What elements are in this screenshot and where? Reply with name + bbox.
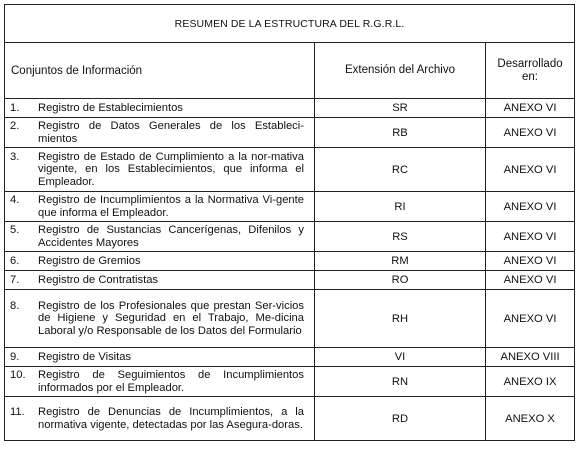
row-description: Registro de Estado de Cumplimiento a la nor-mativa vigente, en los Establecimientos, que informa el Empleador. bbox=[38, 151, 304, 188]
table-row bbox=[5, 271, 575, 290]
row-annex: ANEXO VI bbox=[486, 118, 575, 148]
row-annex: ANEXO VI bbox=[486, 271, 575, 290]
row-annex: ANEXO VI bbox=[486, 222, 575, 252]
row-description: Registro de Datos Generales de los Estableci-mientos bbox=[38, 120, 304, 145]
table-row bbox=[5, 348, 575, 367]
table-header-row bbox=[5, 43, 575, 99]
row-extension: RH bbox=[315, 290, 486, 348]
table-row bbox=[5, 252, 575, 271]
row-extension: SR bbox=[315, 99, 486, 118]
header-desarrollado bbox=[486, 43, 575, 99]
row-description: Registro de los Profesionales que prestan Ser-vicios de Higiene y Seguridad en el Trabajo, Me-dicina Laboral y/o Responsable de los Datos del Formulario bbox=[38, 300, 304, 337]
header-extension: Extensión del Archivo bbox=[315, 43, 486, 99]
table-row bbox=[5, 367, 575, 397]
row-number: 9. bbox=[10, 350, 20, 363]
row-description: Registro de Seguimientos de Incumplimientos informados por el Empleador. bbox=[38, 369, 304, 394]
row-annex: ANEXO VI bbox=[486, 192, 575, 222]
rgrl-structure-table bbox=[4, 4, 575, 441]
row-description: Registro de Denuncias de Incumplimientos, a la normativa vigente, detectadas por las Asegura-doras. bbox=[38, 406, 304, 431]
table-row bbox=[5, 99, 575, 118]
row-number: 1. bbox=[10, 101, 20, 114]
row-number: 3. bbox=[10, 151, 20, 164]
row-annex: ANEXO VI bbox=[486, 99, 575, 118]
row-annex: ANEXO VIII bbox=[486, 348, 575, 367]
row-annex: ANEXO VI bbox=[486, 148, 575, 192]
row-annex: ANEXO X bbox=[486, 397, 575, 441]
table-row bbox=[5, 222, 575, 252]
row-annex: ANEXO VI bbox=[486, 290, 575, 348]
header-desarrollado-line2: en: bbox=[522, 70, 539, 83]
row-number: 5. bbox=[10, 224, 20, 237]
row-extension: RM bbox=[315, 252, 486, 271]
row-number: 8. bbox=[10, 300, 20, 313]
table-title-row bbox=[5, 5, 575, 43]
row-extension: VI bbox=[315, 348, 486, 367]
table-row bbox=[5, 290, 575, 348]
row-description: Registro de Establecimientos bbox=[38, 101, 183, 114]
row-extension: RD bbox=[315, 397, 486, 441]
table-row bbox=[5, 192, 575, 222]
row-extension: RO bbox=[315, 271, 486, 290]
table-row bbox=[5, 118, 575, 148]
row-number: 6. bbox=[10, 254, 20, 267]
row-number: 7. bbox=[10, 273, 20, 286]
rgrl-summary-document bbox=[4, 4, 574, 467]
row-annex: ANEXO IX bbox=[486, 367, 575, 397]
row-description: Registro de Visitas bbox=[38, 350, 132, 363]
row-number: 10. bbox=[10, 369, 26, 382]
row-description: Registro de Gremios bbox=[38, 254, 141, 267]
table-title: RESUMEN DE LA ESTRUCTURA DEL R.G.R.L. bbox=[5, 5, 575, 43]
header-conjuntos: Conjuntos de Información bbox=[5, 43, 315, 99]
row-number: 4. bbox=[10, 194, 20, 207]
row-extension: RI bbox=[315, 192, 486, 222]
row-description: Registro de Sustancias Cancerígenas, Difenilos y Accidentes Mayores bbox=[38, 224, 304, 249]
row-number: 2. bbox=[10, 120, 20, 133]
header-desarrollado-line1: Desarrollado bbox=[497, 57, 563, 70]
row-extension: RC bbox=[315, 148, 486, 192]
row-extension: RS bbox=[315, 222, 486, 252]
row-description: Registro de Contratistas bbox=[38, 273, 159, 286]
table-row bbox=[5, 397, 575, 441]
row-description: Registro de Incumplimientos a la Normativa Vi-gente que informa el Empleador. bbox=[38, 194, 304, 219]
table-row bbox=[5, 148, 575, 192]
row-extension: RB bbox=[315, 118, 486, 148]
row-extension: RN bbox=[315, 367, 486, 397]
row-number: 11. bbox=[10, 406, 25, 419]
row-annex: ANEXO VI bbox=[486, 252, 575, 271]
